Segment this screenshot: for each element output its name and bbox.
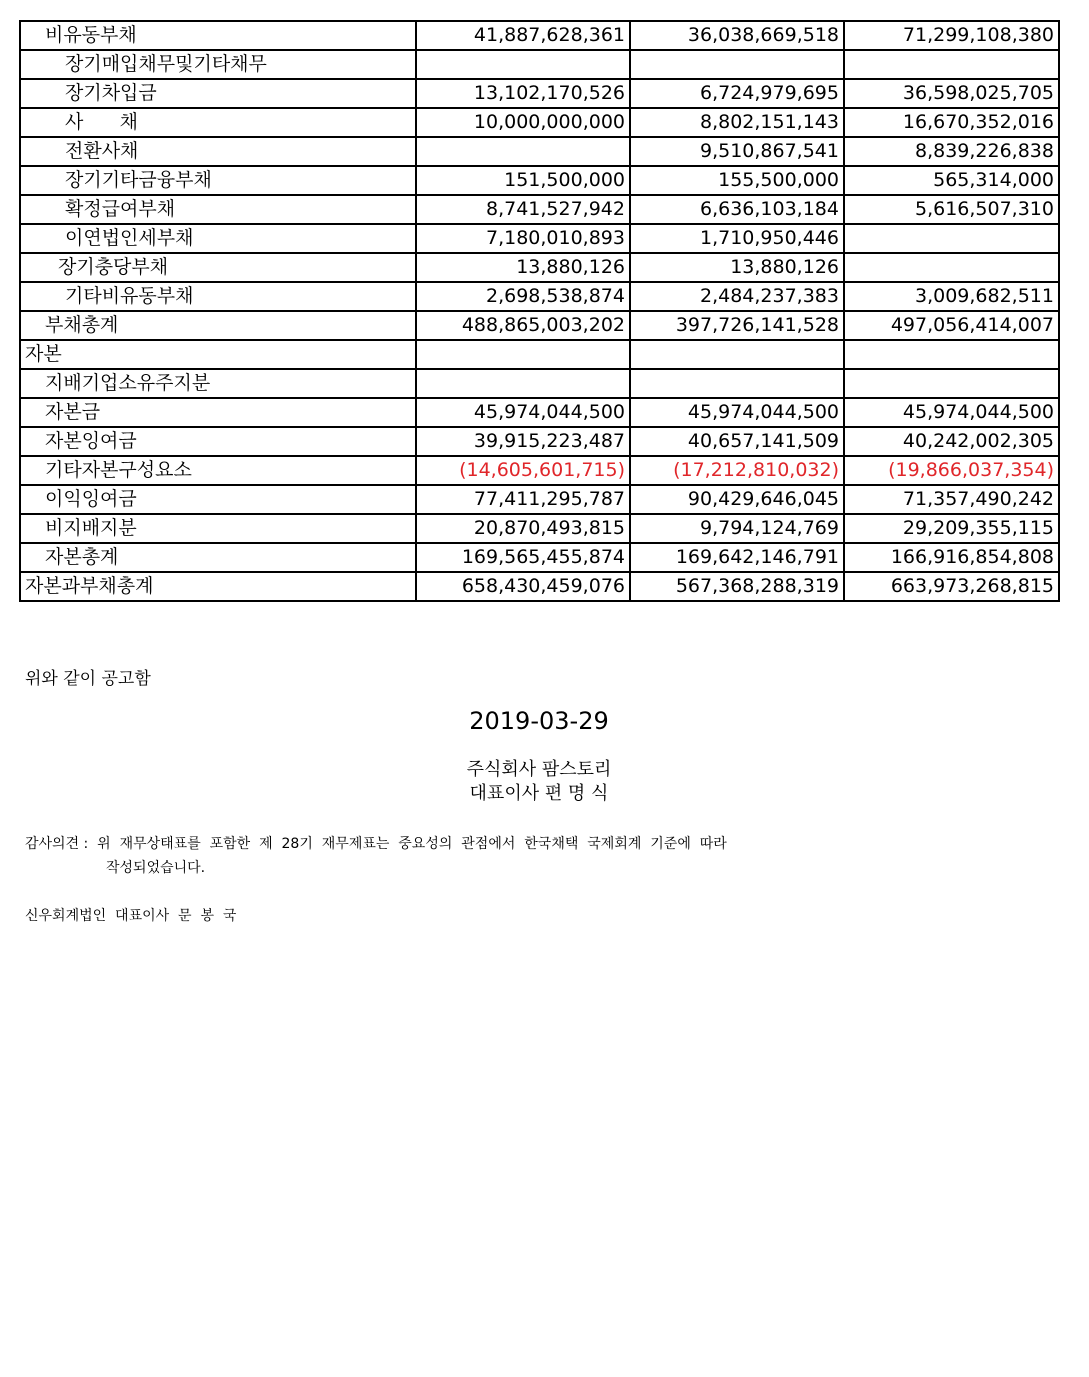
- value-cell: (17,212,810,032): [630, 456, 844, 485]
- row-label: 자본잉여금: [20, 427, 416, 456]
- value-cell: 5,616,507,310: [844, 195, 1059, 224]
- value-cell: 13,880,126: [416, 253, 630, 282]
- company-name: 주식회사 팜스토리: [466, 759, 612, 780]
- value-cell: 9,510,867,541: [630, 137, 844, 166]
- value-cell: 488,865,003,202: [416, 311, 630, 340]
- row-label: 자본금: [20, 398, 416, 427]
- value-cell: 45,974,044,500: [416, 398, 630, 427]
- row-label: 비유동부채: [20, 21, 416, 50]
- table-row: [20, 195, 1059, 224]
- row-label: 기타비유동부채: [20, 282, 416, 311]
- financial-table: [19, 20, 1060, 602]
- value-cell: 8,802,151,143: [630, 108, 844, 137]
- value-cell: [416, 369, 630, 398]
- row-label: 지배기업소유주지분: [20, 369, 416, 398]
- value-cell: 169,565,455,874: [416, 543, 630, 572]
- row-label: 장기충당부채: [20, 253, 416, 282]
- value-cell: 10,000,000,000: [416, 108, 630, 137]
- table-row: [20, 282, 1059, 311]
- table-row: [20, 224, 1059, 253]
- row-label: 장기차입금: [20, 79, 416, 108]
- row-label: 기타자본구성요소: [20, 456, 416, 485]
- audit-opinion-line1: 감사의견 : 위 재무상태표를 포함한 제 28기 재무제표는 중요성의 관점에서 한국채택 국제회계 기준에 따라: [25, 836, 727, 852]
- notice-date: 2019-03-29: [469, 707, 609, 735]
- table-row: [20, 253, 1059, 282]
- value-cell: [844, 50, 1059, 79]
- table-row: [20, 369, 1059, 398]
- value-cell: 36,598,025,705: [844, 79, 1059, 108]
- row-label: 자본총계: [20, 543, 416, 572]
- value-cell: 2,484,237,383: [630, 282, 844, 311]
- value-cell: 155,500,000: [630, 166, 844, 195]
- table-row: [20, 427, 1059, 456]
- value-cell: 497,056,414,007: [844, 311, 1059, 340]
- value-cell: 20,870,493,815: [416, 514, 630, 543]
- value-cell: 397,726,141,528: [630, 311, 844, 340]
- financial-table-body: [20, 21, 1059, 601]
- row-label: 이익잉여금: [20, 485, 416, 514]
- value-cell: 166,916,854,808: [844, 543, 1059, 572]
- value-cell: 41,887,628,361: [416, 21, 630, 50]
- value-cell: 565,314,000: [844, 166, 1059, 195]
- value-cell: 9,794,124,769: [630, 514, 844, 543]
- value-cell: 1,710,950,446: [630, 224, 844, 253]
- value-cell: [844, 340, 1059, 369]
- table-row: [20, 50, 1059, 79]
- value-cell: [844, 253, 1059, 282]
- row-label: 확정급여부채: [20, 195, 416, 224]
- value-cell: [630, 340, 844, 369]
- value-cell: 77,411,295,787: [416, 485, 630, 514]
- auditor-signature: 신우회계법인 대표이사 문 봉 국: [25, 908, 237, 924]
- value-cell: [844, 369, 1059, 398]
- value-cell: 151,500,000: [416, 166, 630, 195]
- value-cell: 3,009,682,511: [844, 282, 1059, 311]
- table-row: [20, 21, 1059, 50]
- value-cell: 16,670,352,016: [844, 108, 1059, 137]
- value-cell: 567,368,288,319: [630, 572, 844, 601]
- value-cell: 45,974,044,500: [844, 398, 1059, 427]
- table-row: [20, 137, 1059, 166]
- value-cell: [416, 340, 630, 369]
- value-cell: 8,741,527,942: [416, 195, 630, 224]
- value-cell: [844, 224, 1059, 253]
- row-label: 비지배지분: [20, 514, 416, 543]
- row-label: 장기매입채무및기타채무: [20, 50, 416, 79]
- value-cell: 45,974,044,500: [630, 398, 844, 427]
- value-cell: 169,642,146,791: [630, 543, 844, 572]
- value-cell: 71,299,108,380: [844, 21, 1059, 50]
- value-cell: 40,242,002,305: [844, 427, 1059, 456]
- audit-opinion-line2: 작성되었습니다.: [106, 860, 206, 876]
- value-cell: [416, 137, 630, 166]
- value-cell: 13,880,126: [630, 253, 844, 282]
- value-cell: 36,038,669,518: [630, 21, 844, 50]
- notice-text: 위와 같이 공고함: [25, 669, 151, 689]
- row-label: 자본: [20, 340, 416, 369]
- row-label: 자본과부채총계: [20, 572, 416, 601]
- table-row: [20, 166, 1059, 195]
- value-cell: 29,209,355,115: [844, 514, 1059, 543]
- table-row: [20, 514, 1059, 543]
- table-row: [20, 485, 1059, 514]
- row-label: 이연법인세부채: [20, 224, 416, 253]
- table-row: [20, 572, 1059, 601]
- value-cell: (14,605,601,715): [416, 456, 630, 485]
- value-cell: (19,866,037,354): [844, 456, 1059, 485]
- value-cell: 71,357,490,242: [844, 485, 1059, 514]
- value-cell: [416, 50, 630, 79]
- table-row: [20, 108, 1059, 137]
- value-cell: 7,180,010,893: [416, 224, 630, 253]
- table-row: [20, 543, 1059, 572]
- value-cell: 6,724,979,695: [630, 79, 844, 108]
- table-row: [20, 456, 1059, 485]
- value-cell: 13,102,170,526: [416, 79, 630, 108]
- value-cell: 663,973,268,815: [844, 572, 1059, 601]
- representative-name: 대표이사 편 명 식: [469, 783, 609, 804]
- value-cell: 2,698,538,874: [416, 282, 630, 311]
- row-label: 전환사채: [20, 137, 416, 166]
- value-cell: [630, 369, 844, 398]
- table-row: [20, 79, 1059, 108]
- value-cell: 6,636,103,184: [630, 195, 844, 224]
- value-cell: 8,839,226,838: [844, 137, 1059, 166]
- value-cell: 90,429,646,045: [630, 485, 844, 514]
- row-label: 부채총계: [20, 311, 416, 340]
- value-cell: [630, 50, 844, 79]
- value-cell: 39,915,223,487: [416, 427, 630, 456]
- row-label: 사 채: [20, 108, 416, 137]
- table-row: [20, 340, 1059, 369]
- value-cell: 40,657,141,509: [630, 427, 844, 456]
- table-row: [20, 311, 1059, 340]
- value-cell: 658,430,459,076: [416, 572, 630, 601]
- table-row: [20, 398, 1059, 427]
- row-label: 장기기타금융부채: [20, 166, 416, 195]
